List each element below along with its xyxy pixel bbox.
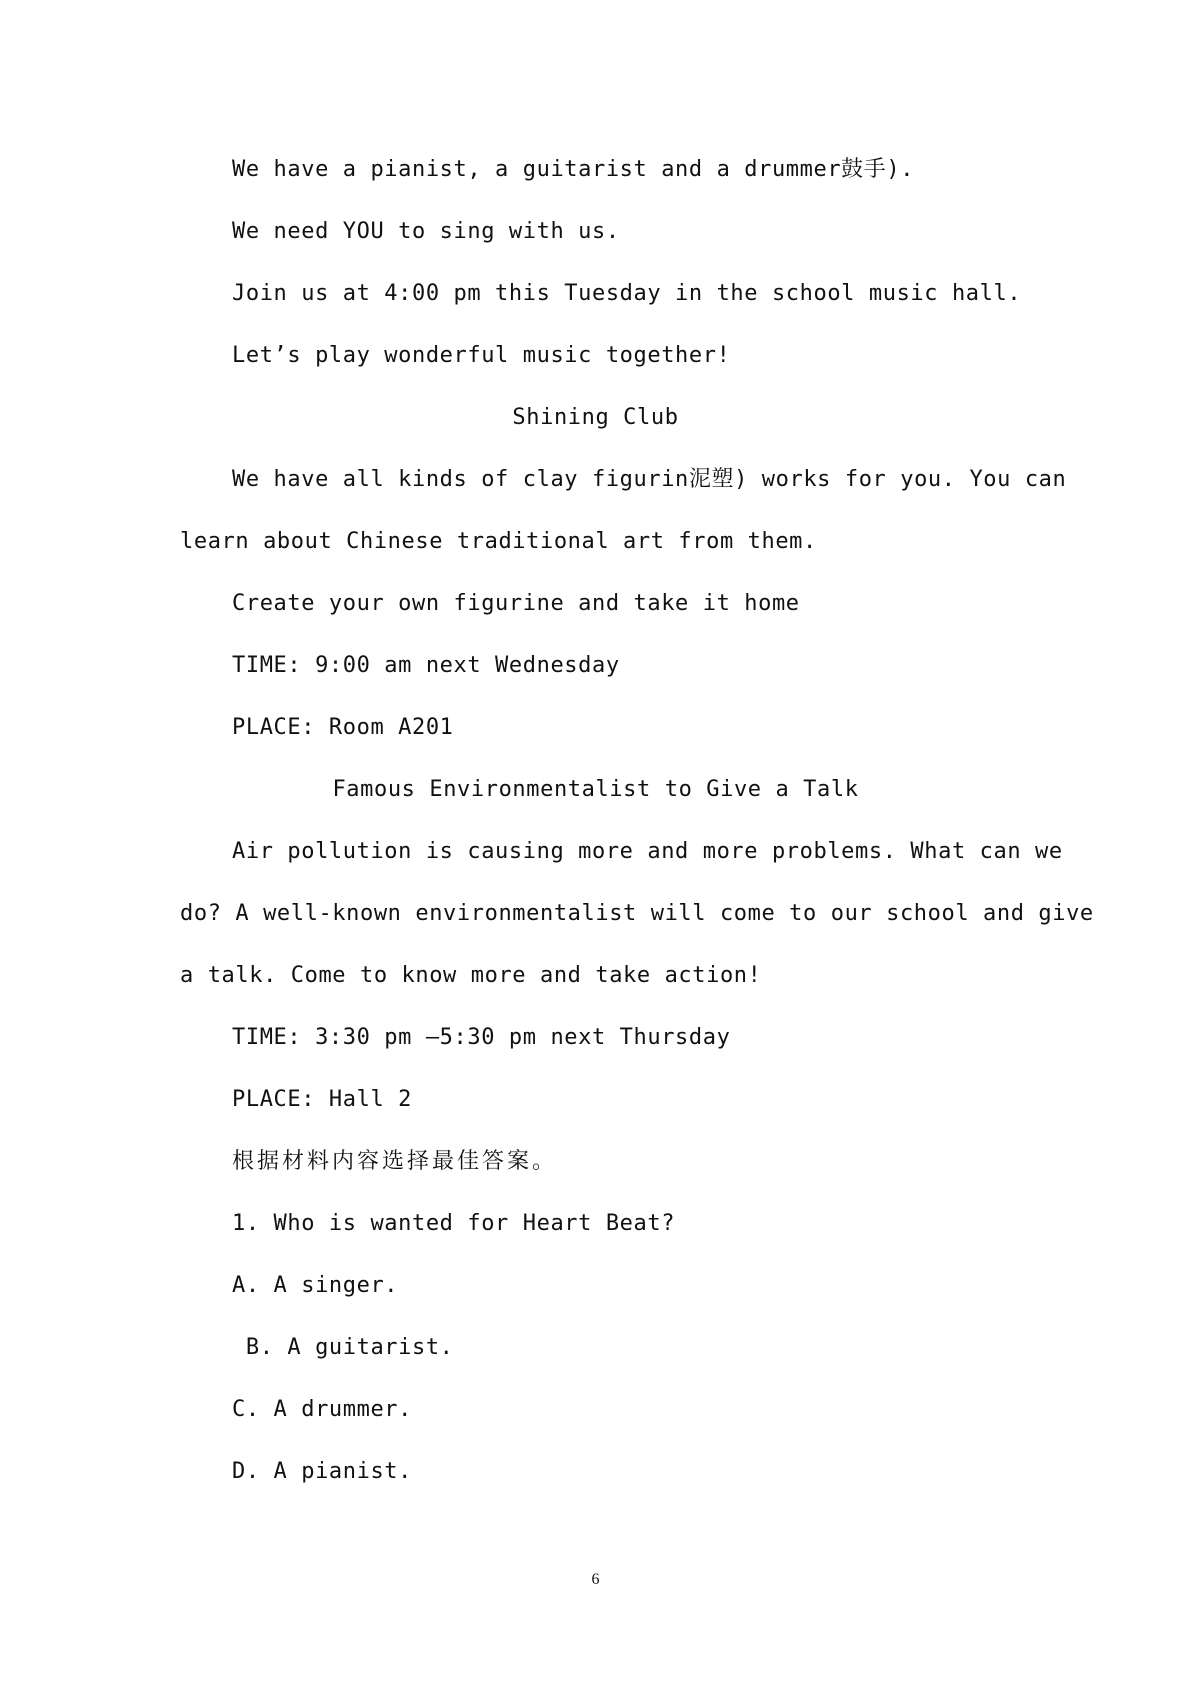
heart-beat-line-3: Join us at 4:00 pm this Tuesday in the school music hall. (232, 281, 1022, 306)
shining-club-body-line-1: We have all kinds of clay figurin泥塑) works for you. You can (232, 467, 1067, 492)
shining-club-time: TIME: 9:00 am next Wednesday (232, 653, 620, 678)
shining-club-place: PLACE: Room A201 (232, 715, 454, 740)
heart-beat-line-4: Let’s play wonderful music together! (232, 343, 731, 368)
shining-club-body-line-2: learn about Chinese traditional art from them. (180, 529, 817, 554)
question-1-option-d: D. A pianist. (232, 1459, 412, 1484)
question-1-option-c: C. A drummer. (232, 1397, 412, 1422)
heart-beat-line-1: We have a pianist, a guitarist and a drummer鼓手). (232, 157, 915, 182)
talk-title: Famous Environmentalist to Give a Talk (332, 777, 859, 802)
talk-time: TIME: 3:30 pm —5:30 pm next Thursday (232, 1025, 731, 1050)
talk-place: PLACE: Hall 2 (232, 1087, 412, 1112)
talk-body-line-3: a talk. Come to know more and take action! (180, 963, 762, 988)
shining-club-line-3: Create your own figurine and take it home (232, 591, 800, 616)
talk-body-line-2: do? A well-known environmentalist will come to our school and give (180, 901, 1094, 926)
heart-beat-line-2: We need YOU to sing with us. (232, 219, 620, 244)
shining-club-title: Shining Club (512, 405, 679, 430)
page-number: 6 (591, 1571, 600, 1588)
question-1-option-a: A. A singer. (232, 1273, 399, 1298)
talk-body-line-1: Air pollution is causing more and more problems. What can we (232, 839, 1063, 864)
question-1-option-b: B. A guitarist. (232, 1335, 454, 1360)
question-1-stem: 1. Who is wanted for Heart Beat? (232, 1211, 676, 1236)
instruction-text: 根据材料内容选择最佳答案。 (232, 1149, 558, 1174)
